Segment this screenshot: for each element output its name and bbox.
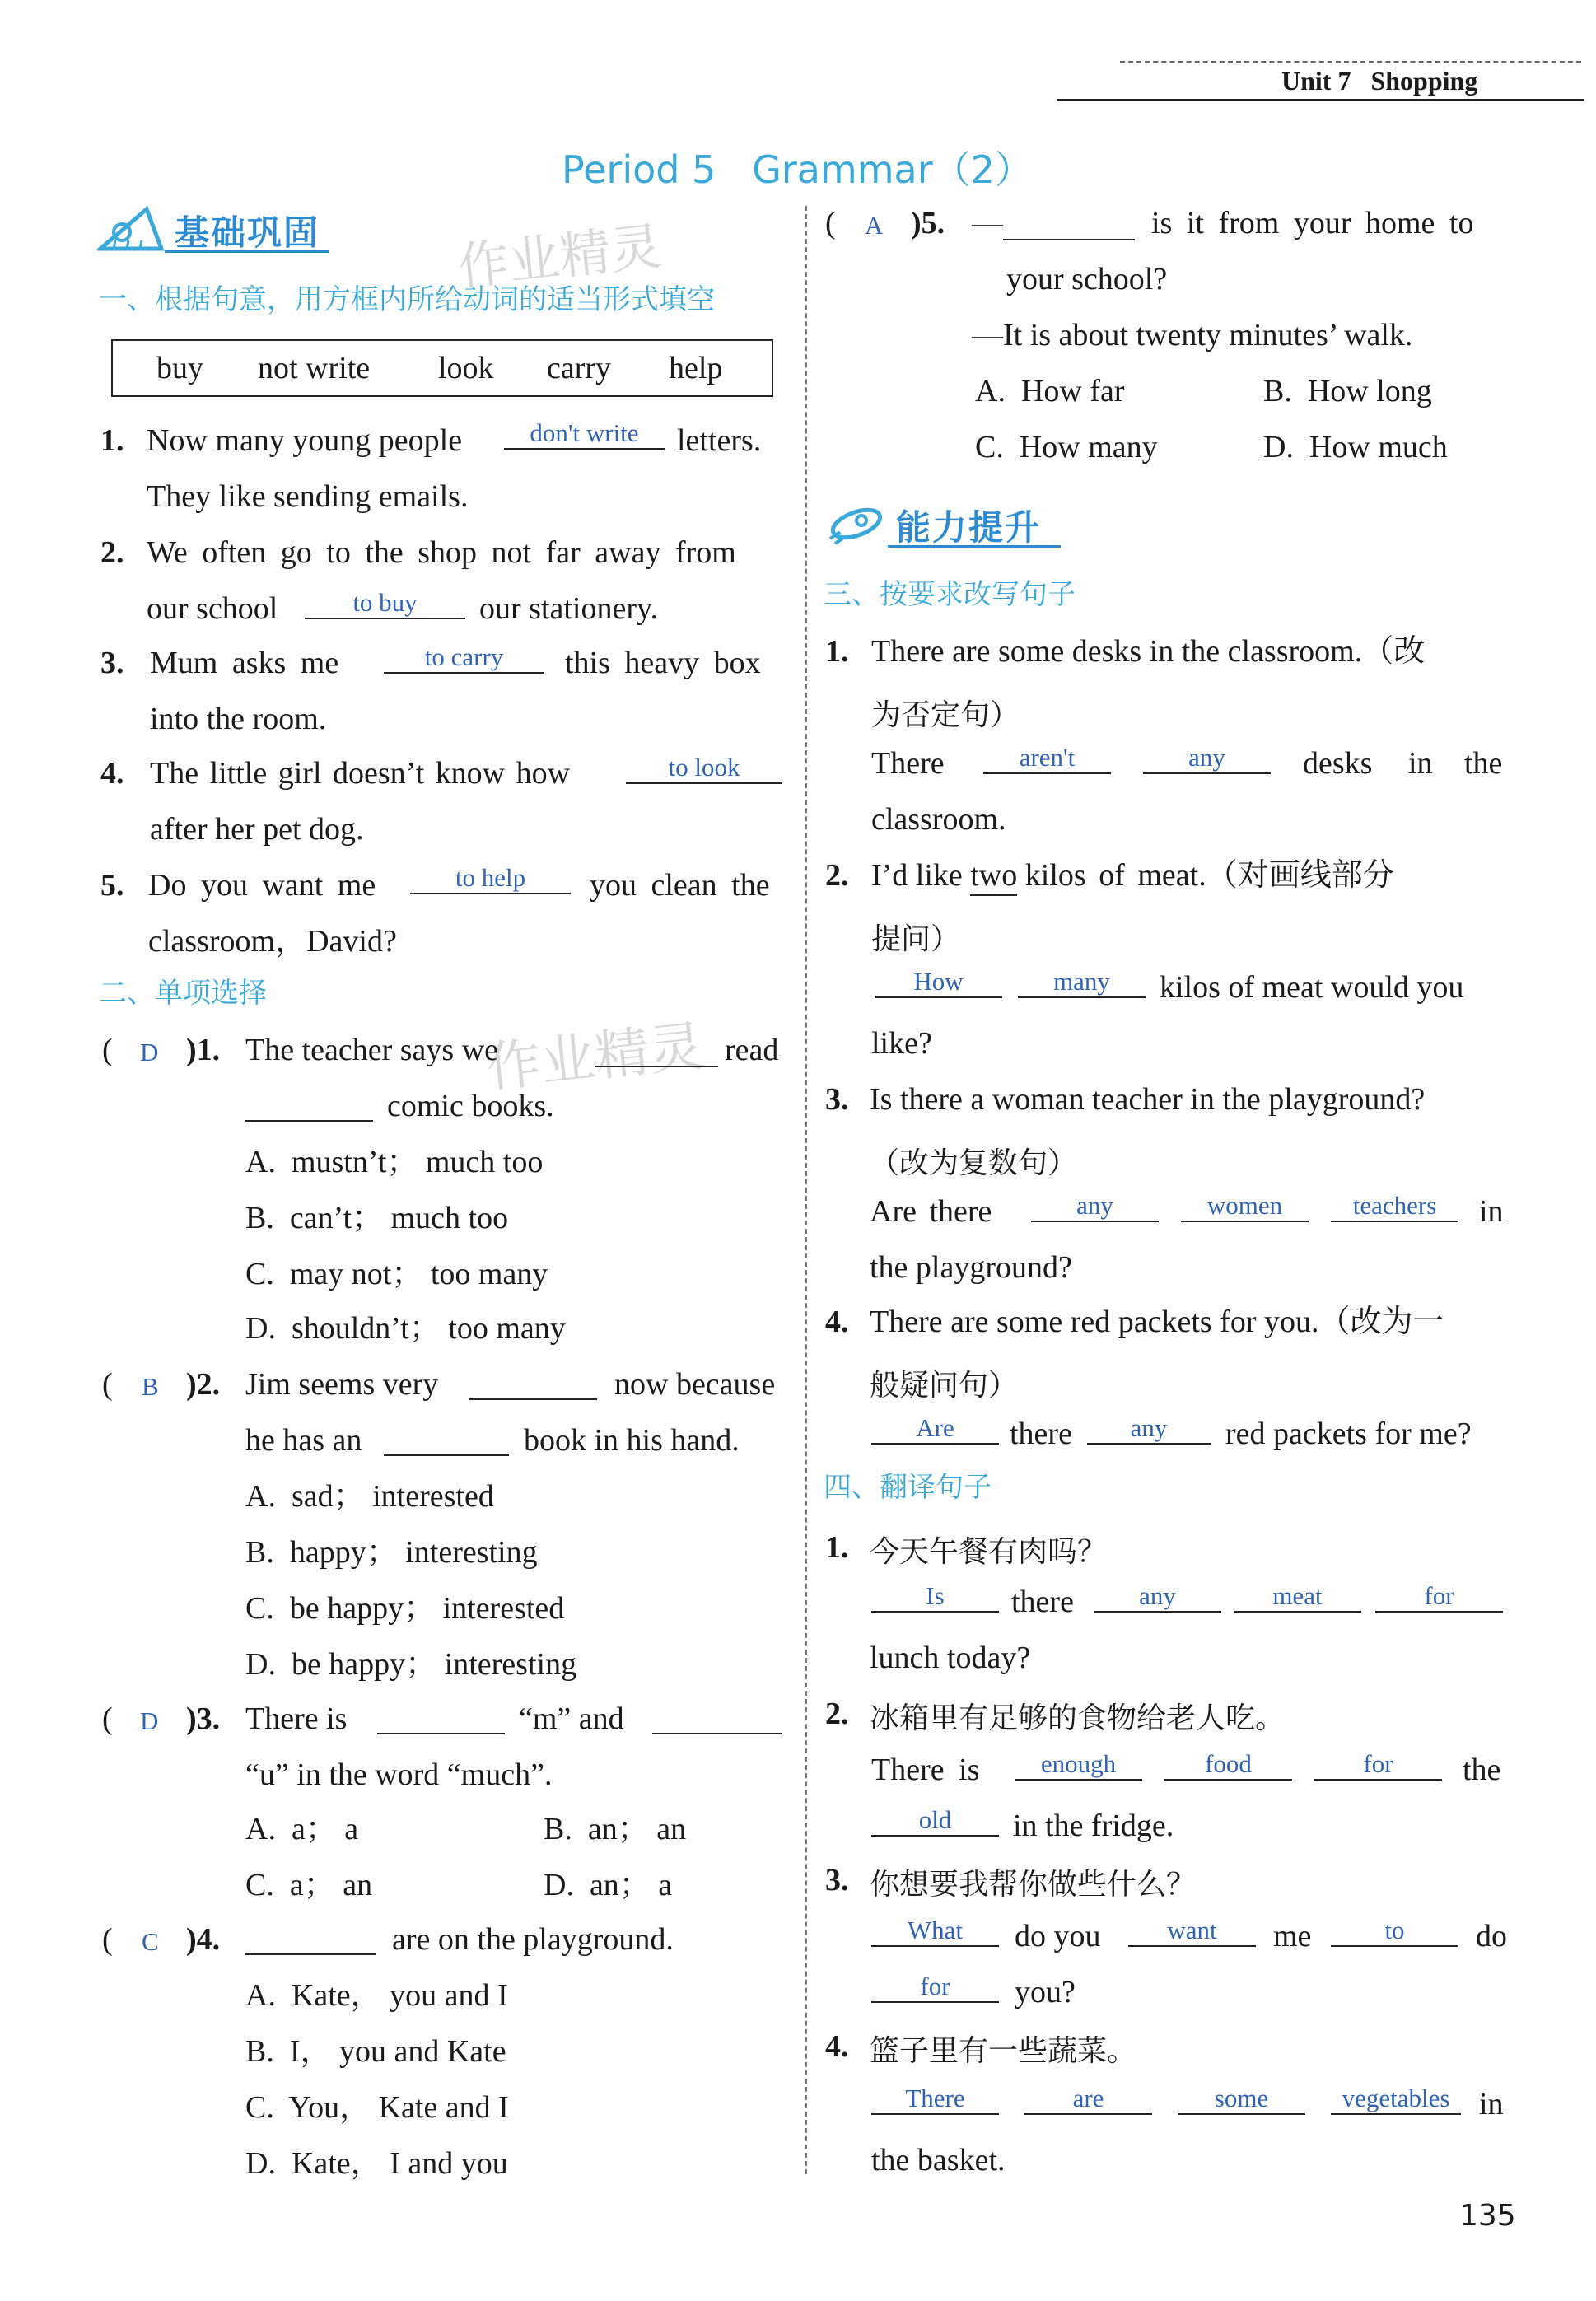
watermark-top: 作业精灵 [455, 216, 665, 297]
underlined-word: two [970, 858, 1017, 896]
option: D. How much [1263, 430, 1448, 464]
answer-blank: for [871, 1973, 999, 2003]
unit-topic: Shopping [1370, 66, 1478, 96]
question-text: the [1463, 1753, 1501, 1787]
question-text: like? [871, 1026, 932, 1061]
question-text: book in his hand. [524, 1423, 740, 1458]
option: D. be happy； interesting [245, 1647, 577, 1682]
question-text: is it from your home to [1151, 206, 1474, 240]
part4-title: 四、翻译句子 [824, 1471, 992, 1504]
choice-paren: ( [102, 1033, 113, 1067]
header-solid-rule [1057, 99, 1584, 101]
question-text: The little girl doesn’t know how [150, 756, 571, 791]
question-text: in the fridge. [1013, 1809, 1174, 1843]
answer-blank: any [1031, 1193, 1159, 1222]
question-text: —It is about twenty minutes’ walk. [972, 318, 1413, 352]
option: C. may not； too many [245, 1257, 548, 1291]
question-number: 1. [825, 634, 849, 669]
question-number: 1. [100, 423, 124, 458]
option: B. How long [1263, 374, 1432, 408]
section-basic-underline [165, 250, 329, 253]
choice-answer: C [142, 1927, 159, 1956]
question-text: 你想要我帮你做些什么？ [870, 1868, 1197, 1902]
question-text: into the room. [150, 702, 327, 736]
question-text: letters. [677, 423, 762, 458]
question-text: Jim seems very [245, 1367, 439, 1402]
answer-blank: for [1314, 1751, 1442, 1781]
option: C. You， Kate and I [245, 2090, 509, 2125]
question-text: “m” and [519, 1701, 624, 1736]
question-text: classroom，David? [148, 924, 397, 959]
question-text: 为否定句） [871, 698, 1020, 732]
question-number: 3. [825, 1082, 849, 1117]
question-text: there [1010, 1417, 1072, 1451]
question-text: you? [1015, 1975, 1076, 2009]
question-text: you clean the [590, 868, 770, 903]
question-text: our stationery. [479, 591, 659, 626]
option: D. shouldn’t； too many [245, 1311, 566, 1346]
question-number: 2. [100, 535, 124, 570]
option: C. How many [975, 430, 1158, 464]
question-text: after her pet dog. [150, 812, 364, 847]
question-text-part: kilos of meat.（对画线部分 [1024, 858, 1394, 893]
header-dashed-rule [1120, 61, 1581, 63]
option: A. mustn’t； much too [245, 1145, 544, 1179]
answer-blank: any [1143, 744, 1271, 774]
column-divider [805, 206, 807, 2174]
question-number: 4. [825, 2029, 849, 2064]
option: A. How far [975, 374, 1125, 408]
answer-blank [469, 1370, 597, 1400]
answer-blank: to carry [384, 644, 544, 674]
watermark-mid: 作业精灵 [483, 1014, 707, 1100]
question-text: The teacher says we [245, 1033, 499, 1067]
answer-blank: aren't [983, 744, 1111, 774]
answer-blank [1003, 211, 1135, 240]
unit-label [1281, 68, 1477, 94]
question-text [871, 860, 1394, 891]
page-title: Period 5 Grammar（2） [562, 147, 1033, 192]
answer-blank [595, 1038, 718, 1067]
question-text: There are some red packets for you.（改为一 [870, 1305, 1444, 1339]
question-text: There is [871, 1753, 980, 1787]
answer-blank: food [1164, 1751, 1292, 1781]
page-number: 135 [1459, 2199, 1516, 2233]
choice-paren: ( [825, 206, 836, 240]
answer-blank: There [871, 2085, 999, 2115]
question-text: 冰箱里有足够的食物给老人吃。 [870, 1701, 1286, 1735]
choice-answer: D [140, 1038, 159, 1066]
word-box-item: look [438, 351, 494, 385]
question-text: there [1011, 1585, 1074, 1619]
question-text: There is [245, 1701, 348, 1736]
question-number: 2. [825, 1697, 849, 1731]
option: B. I， you and Kate [245, 2034, 506, 2069]
option: C. a； an [245, 1868, 373, 1902]
choice-paren: ( [102, 1922, 113, 1957]
word-box-item: not write [258, 351, 371, 385]
question-text: 提问） [871, 922, 961, 956]
option: A. a； a [245, 1812, 359, 1846]
option: B. happy； interesting [245, 1535, 538, 1570]
answer-blank: to look [626, 754, 782, 784]
question-number: )3. [186, 1701, 221, 1736]
answer-blank [377, 1705, 505, 1734]
question-text: now because [614, 1367, 776, 1402]
question-text: the [1464, 746, 1503, 781]
unit-number: Unit 7 [1281, 66, 1351, 96]
answer-blank: How [875, 968, 1002, 998]
question-text: do you [1015, 1919, 1101, 1953]
answer-blank: Are [871, 1415, 999, 1445]
question-text: do [1476, 1919, 1507, 1953]
question-text: the basket. [871, 2143, 1006, 2177]
word-box-item: help [669, 351, 723, 385]
choice-answer: B [142, 1372, 159, 1401]
question-text: me [1273, 1919, 1312, 1953]
answer-blank: any [1094, 1583, 1221, 1613]
question-text: 篮子里有一些蔬菜。 [870, 2034, 1137, 2068]
option: A. Kate， you and I [245, 1978, 508, 2013]
part3-title: 三、按要求改写句子 [824, 578, 1076, 611]
choice-paren: ( [102, 1701, 113, 1736]
answer-blank: any [1087, 1415, 1211, 1445]
word-box-item: carry [547, 351, 612, 385]
question-text: he has an [245, 1423, 362, 1458]
question-number: )2. [186, 1367, 221, 1402]
question-text: Are there [870, 1194, 992, 1229]
question-text: lunch today? [870, 1641, 1031, 1675]
answer-blank: What [871, 1917, 999, 1947]
section-advanced-underline [888, 545, 1061, 548]
option: D. Kate， I and you [245, 2146, 508, 2181]
question-text: We often go to the shop not far away from [147, 535, 736, 570]
part2-title: 二、单项选择 [99, 977, 267, 1010]
question-text: （改为复数句） [870, 1146, 1078, 1180]
choice-answer: A [865, 211, 884, 240]
question-text: Is there a woman teacher in the playground? [870, 1082, 1426, 1117]
question-number: 4. [825, 1305, 849, 1339]
question-text: Now many young people [147, 423, 463, 458]
answer-blank: some [1178, 2085, 1305, 2115]
answer-blank [384, 1426, 509, 1456]
question-text: There [871, 746, 945, 781]
option: A. sad； interested [245, 1479, 494, 1514]
question-number: 4. [100, 756, 124, 791]
ruler-icon [97, 204, 165, 252]
question-text: 般疑问句） [870, 1369, 1019, 1403]
question-text: your school? [1006, 262, 1168, 296]
question-number: 3. [100, 646, 124, 680]
answer-blank: to [1331, 1917, 1458, 1947]
word-box-item: buy [156, 351, 203, 385]
question-number: 1. [825, 1530, 849, 1565]
section-advanced-title: 能力提升 [896, 507, 1042, 548]
answer-blank: Is [871, 1583, 999, 1613]
answer-blank: for [1375, 1583, 1503, 1613]
question-text-part: I’d like [871, 858, 963, 893]
answer-blank: to help [410, 865, 571, 894]
rocket-icon [822, 499, 889, 547]
question-text: this heavy box [565, 646, 761, 680]
question-number: )4. [186, 1922, 221, 1957]
question-text: the playground? [870, 1250, 1072, 1285]
answer-blank: are [1024, 2085, 1152, 2115]
question-text: in [1479, 2087, 1504, 2121]
option: C. be happy； interested [245, 1591, 565, 1626]
answer-blank [245, 1092, 373, 1122]
option: D. an； a [544, 1868, 673, 1902]
answer-blank: want [1128, 1917, 1256, 1947]
question-text: Mum asks me [150, 646, 339, 680]
option: B. an； an [544, 1812, 687, 1846]
part1-title: 一、根据句意，用方框内所给动词的适当形式填空 [99, 283, 715, 316]
question-number: )5. [911, 206, 945, 240]
question-number: 3. [825, 1863, 849, 1897]
answer-blank [245, 1925, 376, 1955]
question-number: )1. [186, 1033, 221, 1067]
question-text: in [1408, 746, 1433, 781]
section-basic-title: 基础巩固 [175, 212, 320, 253]
question-text: They like sending emails. [147, 479, 469, 514]
question-number: 5. [100, 868, 124, 903]
answer-blank: teachers [1331, 1193, 1458, 1222]
answer-blank: women [1181, 1193, 1309, 1222]
answer-blank [652, 1705, 782, 1734]
question-text: kilos of meat would you [1160, 970, 1464, 1005]
question-text: read [725, 1033, 779, 1067]
answer-blank: old [871, 1807, 999, 1837]
answer-blank: vegetables [1331, 2085, 1461, 2115]
question-text: comic books. [387, 1089, 554, 1123]
question-text: There are some desks in the classroom.（改 [871, 634, 1426, 669]
answer-blank: don't write [504, 420, 665, 450]
option: B. can’t； much too [245, 1201, 509, 1235]
question-text: are on the playground. [392, 1922, 674, 1957]
question-text: red packets for me? [1225, 1417, 1472, 1451]
question-text: desks [1303, 746, 1373, 781]
question-text: “u” in the word “much”. [245, 1757, 553, 1792]
question-text: in [1479, 1194, 1504, 1229]
question-number: 2. [825, 858, 849, 893]
answer-blank: meat [1234, 1583, 1361, 1613]
answer-blank: many [1018, 968, 1146, 998]
answer-blank: enough [1015, 1751, 1142, 1781]
question-text: classroom. [871, 802, 1006, 837]
question-text: Do you want me [148, 868, 376, 903]
answer-blank: to buy [305, 590, 465, 619]
question-text: 今天午餐有肉吗？ [870, 1535, 1108, 1569]
choice-answer: D [140, 1706, 159, 1735]
question-text: — [972, 206, 1003, 240]
question-text: our school [147, 591, 278, 626]
choice-paren: ( [102, 1367, 113, 1402]
